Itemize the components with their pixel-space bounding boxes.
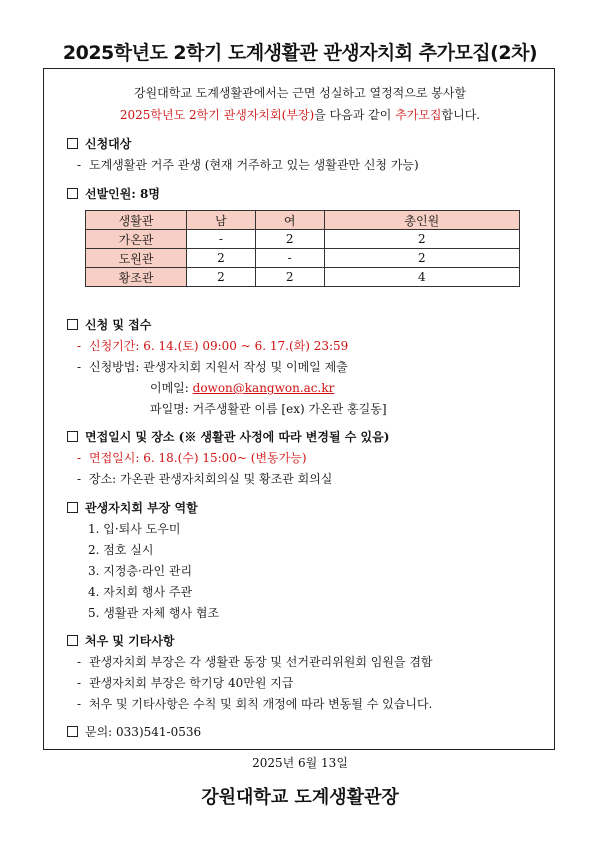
header-total: 총인원: [324, 211, 519, 230]
issue-date: 2025년 6월 13일: [252, 756, 348, 770]
checkbox-icon: [67, 502, 78, 513]
table-row: [86, 249, 520, 268]
row-dorm: 황조관: [86, 268, 187, 287]
interview-place-text: 장소: 가온관 관생자치회의실 및 황조관 회의실: [89, 472, 333, 486]
application-filename: 파일명: 거주생활관 이름 [ex) 가온관 홍길동]: [150, 402, 387, 416]
checkbox-icon: [67, 319, 78, 330]
intro-mid-text: 을 다음과 같이: [314, 108, 396, 122]
row-female: -: [255, 249, 324, 268]
row-total: 2: [324, 230, 519, 249]
benefit-text: 처우 및 기타사항은 수칙 및 회칙 개정에 따라 변동될 수 있습니다.: [89, 697, 433, 711]
application-method-text: 신청방법: 관생자치회 지원서 작성 및 이메일 제출: [89, 360, 348, 374]
checkbox-icon: [67, 635, 78, 646]
section-application: [67, 316, 151, 333]
header-male: 남: [187, 211, 256, 230]
interview-place: - 장소: 가온관 관생자치회의실 및 황조관 회의실: [77, 472, 333, 486]
application-period-text: 신청기간: 6. 14.(토) 09:00 ~ 6. 17.(화) 23:59: [89, 339, 349, 353]
section-heading: 신청 및 접수: [85, 318, 152, 332]
row-male: -: [187, 230, 256, 249]
intro-highlight-term: 2025학년도 2학기 관생자치회(부장): [119, 108, 315, 122]
email-label: 이메일:: [150, 381, 193, 395]
list-item: 3. 지정층·라인 관리: [88, 564, 193, 578]
section-interview: [67, 428, 389, 445]
section-heading: 관생자치회 부장 역할: [85, 501, 198, 515]
list-item: - 관생자치회 부장은 학기당 40만원 지급: [77, 676, 294, 690]
benefit-text: 관생자치회 부장은 학기당 40만원 지급: [89, 676, 294, 690]
benefit-text: 관생자치회 부장은 각 생활관 동장 및 선거관리위원회 임원을 겸함: [89, 655, 433, 669]
row-male: 2: [187, 268, 256, 287]
signature: 강원대학교 도계생활관장: [201, 787, 399, 808]
section-heading: 신청대상: [85, 137, 132, 151]
intro-end-text: 합니다.: [441, 108, 481, 122]
table-row: [86, 230, 520, 249]
table-header-row: [86, 211, 520, 230]
list-item: 1. 입·퇴사 도우미: [88, 522, 181, 536]
interview-date: - 면접일시: 6. 18.(수) 15:00~ (변동가능): [77, 451, 307, 465]
row-total: 4: [324, 268, 519, 287]
list-item: 5. 생활관 자체 행사 협조: [88, 606, 220, 620]
list-item: - 처우 및 기타사항은 수칙 및 회칙 개정에 따라 변동될 수 있습니다.: [77, 697, 433, 711]
interview-date-text: 면접일시: 6. 18.(수) 15:00~ (변동가능): [89, 451, 307, 465]
quota-table: [85, 210, 520, 287]
section-benefits: [67, 632, 175, 649]
row-male: 2: [187, 249, 256, 268]
section-heading: 처우 및 기타사항: [85, 634, 175, 648]
application-method: - 신청방법: 관생자치회 지원서 작성 및 이메일 제출: [77, 360, 348, 374]
list-item: 2. 점호 실시: [88, 543, 154, 557]
header-female: 여: [255, 211, 324, 230]
intro-line-2: [0, 106, 600, 123]
list-item: 4. 자치회 행사 주관: [88, 585, 193, 599]
row-dorm: 가온관: [86, 230, 187, 249]
checkbox-icon: [67, 188, 78, 199]
row-total: 2: [324, 249, 519, 268]
row-female: 2: [255, 230, 324, 249]
intro-highlight-recruit: 추가모집: [395, 108, 442, 122]
eligibility-text: 도계생활관 거주 관생 (현재 거주하고 있는 생활관만 신청 가능): [89, 158, 419, 172]
checkbox-icon: [67, 138, 78, 149]
section-heading: 선발인원: 8명: [85, 187, 160, 201]
contact-text: 문의: 033)541-0536: [85, 725, 202, 739]
checkbox-icon: [67, 431, 78, 442]
row-dorm: 도원관: [86, 249, 187, 268]
application-email: [150, 379, 334, 396]
page-title: 2025학년도 2학기 도계생활관 관생자치회 추가모집(2차): [62, 42, 538, 64]
header-dorm: 생활관: [86, 211, 187, 230]
table-row: [86, 268, 520, 287]
checkbox-icon: [67, 726, 78, 737]
section-contact: [67, 723, 201, 740]
row-female: 2: [255, 268, 324, 287]
eligibility-item: - 도계생활관 거주 관생 (현재 거주하고 있는 생활관만 신청 가능): [77, 158, 419, 172]
section-heading: 면접일시 및 장소 (※ 생활관 사정에 따라 변경될 수 있음): [85, 430, 390, 444]
section-eligibility: [67, 135, 131, 152]
list-item: - 관생자치회 부장은 각 생활관 동장 및 선거관리위원회 임원을 겸함: [77, 655, 433, 669]
section-roles: [67, 499, 198, 516]
email-link[interactable]: dowon@kangwon.ac.kr: [192, 381, 335, 395]
application-period: - 신청기간: 6. 14.(토) 09:00 ~ 6. 17.(화) 23:59: [77, 339, 349, 353]
intro-line-1: 강원대학교 도계생활관에서는 근면 성실하고 열정적으로 봉사할: [133, 86, 467, 100]
section-quota: [67, 185, 160, 202]
